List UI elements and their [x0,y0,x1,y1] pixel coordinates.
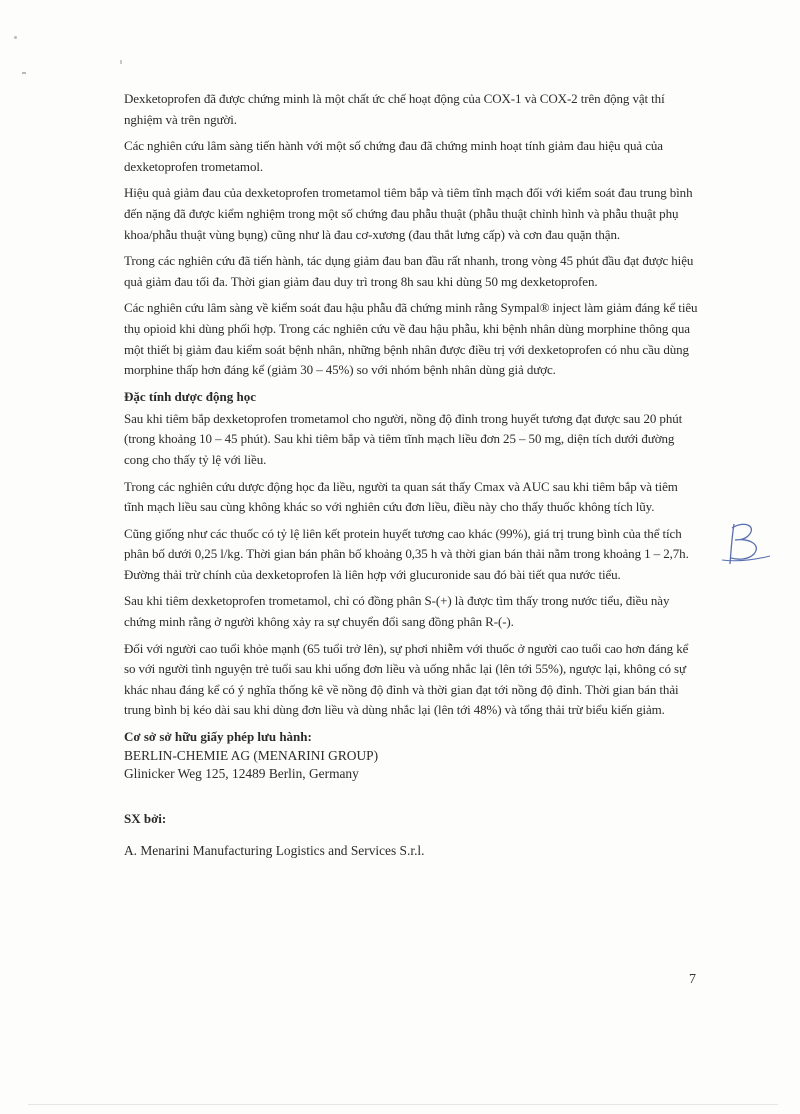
page-number: 7 [689,972,696,987]
paragraph-analgesic-efficacy: Hiệu quả giảm đau của dexketoprofen trometamol tiêm bắp và tiêm tĩnh mạch đối với kiểm soát đau trung bình đến nặng đã được kiểm nghiệm trong một số chứng đau phẫu thuật (phẫu thuật chỉnh hình và phẫu thuật phụ khoa/phẫu thuật vùng bụng) cũng như là đau cơ-xương (đau thắt lưng cấp) và cơn đau quặn thận. [124,185,693,242]
paragraph-onset: Trong các nghiên cứu đã tiến hành, tác dụng giảm đau ban đầu rất nhanh, trong vòng 45 phút đầu đạt được hiệu quả giảm đau tối đa. Thời gian giảm đau duy trì trong 8h sau khi dùng 50 mg dexketoprofen. [124,253,694,289]
paragraph-distribution: Cũng giống như các thuốc có tỷ lệ liên kết protein huyết tương cao khác (99%), giá trị trung bình của thể tích phân bố dưới 0,25 l/kg. Thời gian bán phân bố khoảng 0,35 h và thời gian bán thải nằm trong khoảng 1 – 2,7h. Đường thải trừ chính của dexketoprofen là liên hợp với glucuronide sau đó bài tiết qua nước tiểu. [124,525,689,582]
license-holder-block [124,727,700,783]
manufacturer-heading: SX bởi: [124,811,167,827]
paragraph-elderly: Đối với người cao tuổi khỏe mạnh (65 tuổi trở lên), sự phơi nhiễm với thuốc ở người cao tuổi cao hơn đáng kể so với người tình nguyện trẻ tuổi sau khi uống đơn liều và uống nhắc lại (lên tới 55%), ngược lại, không có sự khác nhau đáng kể có ý nghĩa thống kê về nồng độ đỉnh và thời gian đạt tới nồng độ đỉnh. Thời gian bán thải trung bình bị kéo dài sau khi dùng đơn liều và dùng nhắc lại (lên tới 48%) và tổng thải trừ biểu kiến giảm. [124,640,689,718]
license-holder-name: BERLIN-CHEMIE AG (MENARINI GROUP) [124,748,379,764]
handwritten-initial-mark [718,516,778,577]
pharmacokinetics-heading: Đặc tính dược động học [124,388,257,404]
scan-edge-line [28,1104,778,1105]
scan-speck [22,72,26,74]
license-holder-heading: Cơ sở sở hữu giấy phép lưu hành: [124,729,312,745]
paragraph-clinical-studies: Các nghiên cứu lâm sàng tiến hành với một số chứng đau đã chứng minh hoạt tính giảm đau hiệu quả của dexketoprofen trometamol. [124,138,663,174]
paragraph-absorption: Sau khi tiêm bắp dexketoprofen trometamol cho người, nồng độ đỉnh trong huyết tương đạt được sau 20 phút (trong khoảng 10 – 45 phút). Sau khi tiêm bắp và tiêm tĩnh mạch liều đơn 25 – 50 mg, diện tích dưới đường cong cho thấy tỷ lệ với liều. [124,410,683,467]
manufacturer-block [124,809,700,860]
scan-speck [14,36,17,39]
paragraph-opioid-sparing: Các nghiên cứu lâm sàng về kiểm soát đau hậu phẫu đã chứng minh rằng Sympal® inject làm giảm đáng kể tiêu thụ opioid khi dùng phối hợp. Trong các nghiên cứu về đau hậu phẫu, khi bệnh nhân dùng morphine thông qua một thiết bị giảm đau kiểm soát bệnh nhân, những bệnh nhân được điều trị với dexketoprofen có nhu cầu dùng morphine thấp hơn đáng kể (giảm 30 – 45%) so với nhóm bệnh nhân dùng giả dược. [124,300,698,378]
scan-speck [120,60,122,64]
license-holder-address: Glinicker Weg 125, 12489 Berlin, Germany [124,766,359,782]
manufacturer-name: A. Menarini Manufacturing Logistics and Services S.r.l. [124,843,425,859]
paragraph-multiple-dose: Trong các nghiên cứu dược động học đa liều, người ta quan sát thấy Cmax và AUC sau khi tiêm bắp và tiêm tĩnh mạch liều sau cùng không khác so với nghiên cứu đơn liều, điều này cho thấy thuốc không tích lũy. [124,478,678,515]
paragraph-enantiomer: Sau khi tiêm dexketoprofen trometamol, chỉ có đồng phân S-(+) là được tìm thấy trong nước tiểu, điều này chứng minh rằng ở người không xảy ra sự chuyển đổi sang đồng phân R-(-). [124,593,670,630]
document-body [124,89,700,873]
paragraph-cox-inhibition: Dexketoprofen đã được chứng minh là một chất ức chế hoạt động của COX-1 và COX-2 trên động vật thí nghiệm và trên người. [124,91,665,127]
